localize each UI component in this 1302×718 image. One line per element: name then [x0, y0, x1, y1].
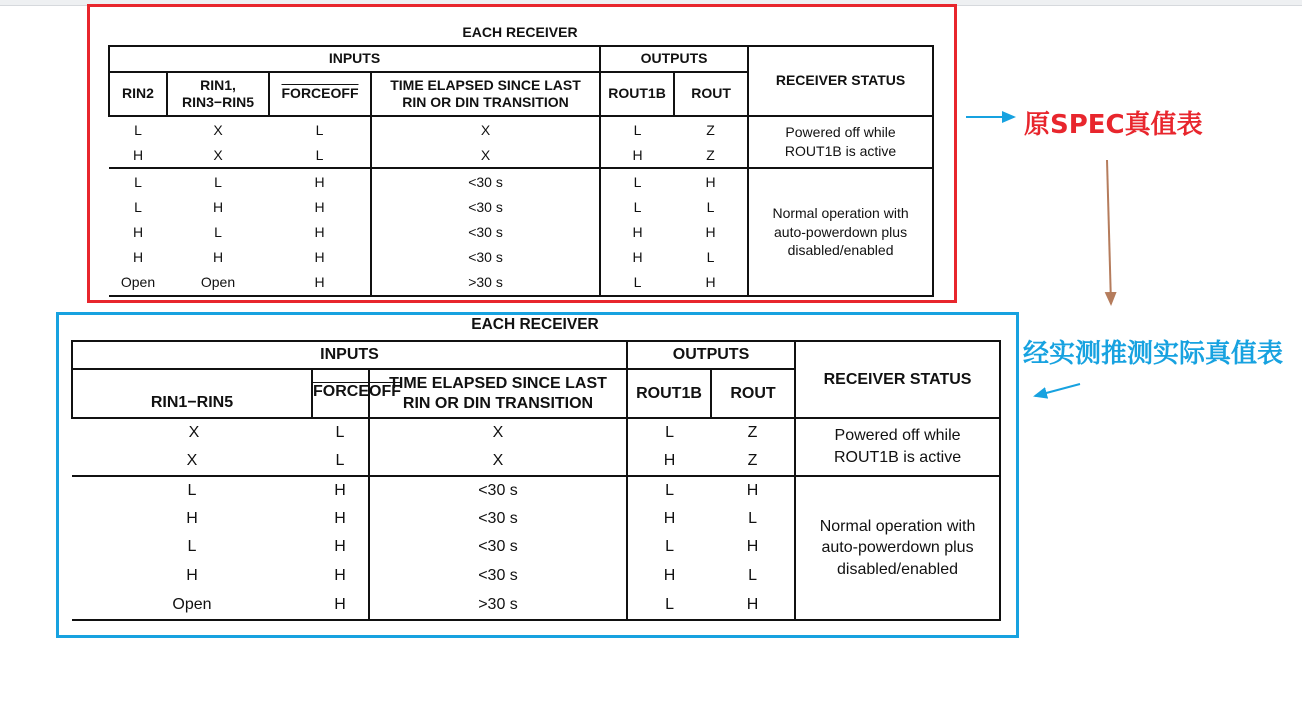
outputs-group-header: OUTPUTS: [600, 46, 748, 72]
arrow-down-icon: [1107, 160, 1111, 304]
cell: H: [314, 223, 325, 240]
cell: L: [600, 269, 674, 296]
cell: >30 s: [371, 269, 600, 296]
cell: L: [600, 194, 674, 219]
cell: H: [600, 219, 674, 244]
cell: H: [212, 248, 224, 265]
cell: L: [627, 533, 711, 561]
cell: H: [269, 269, 371, 296]
cell: L: [109, 168, 167, 194]
cell: L: [748, 510, 757, 527]
receiver-status-header: RECEIVER STATUS: [795, 341, 1000, 418]
col-header-rin1-rin5: RIN1−RIN5: [72, 369, 312, 418]
inputs-group-header: INPUTS: [72, 341, 627, 369]
cell: X: [72, 418, 312, 447]
cell: X: [213, 146, 223, 163]
cell: L: [748, 566, 757, 584]
cell: L: [627, 476, 711, 505]
cell: <30 s: [371, 194, 600, 219]
cell: L: [335, 452, 345, 469]
cell: H: [711, 476, 795, 505]
col-header-rin2: RIN2: [109, 72, 167, 116]
cell: H: [132, 223, 144, 240]
receiver-status-header: RECEIVER STATUS: [748, 46, 933, 116]
cell: H: [312, 590, 369, 620]
cell: <30 s: [369, 561, 627, 590]
cell: <30 s: [371, 168, 600, 194]
cell: X: [371, 116, 600, 142]
cell: <30 s: [371, 244, 600, 269]
cell: X: [369, 447, 627, 476]
cell: L: [109, 116, 167, 142]
cell: L: [600, 116, 674, 142]
status-normal-operation: Normal operation with auto-powerdown plus disabled/enabled: [748, 168, 933, 296]
cell: H: [627, 561, 711, 590]
cell: L: [167, 168, 269, 194]
status-powered-off: Powered off while ROUT1B is active: [795, 418, 1000, 476]
arrow-to-measured-table-icon: [1035, 384, 1080, 396]
cell: Z: [711, 418, 795, 447]
cell: H: [312, 476, 369, 505]
cell: >30 s: [369, 590, 627, 620]
cell: H: [627, 447, 711, 476]
cell: Z: [706, 146, 715, 163]
cell: <30 s: [369, 533, 627, 561]
cell: L: [187, 538, 197, 555]
cell: H: [186, 566, 198, 584]
cell: H: [334, 566, 346, 584]
cell: H: [674, 269, 748, 296]
status-normal-operation: Normal operation with auto-powerdown plus disabled/enabled: [795, 476, 1000, 620]
cell: H: [132, 248, 144, 265]
col-header-rout: ROUT: [711, 369, 795, 418]
cell: H: [269, 168, 371, 194]
col-header-rout1b: ROUT1B: [627, 369, 711, 418]
inputs-group-header: INPUTS: [109, 46, 600, 72]
cell: L: [214, 223, 222, 240]
cell: L: [72, 476, 312, 505]
cell: <30 s: [369, 476, 627, 505]
status-powered-off: Powered off while ROUT1B is active: [748, 116, 933, 168]
spec-truth-table-label: 原SPEC真值表: [1024, 110, 1203, 140]
spec-table-caption: EACH RECEIVER: [462, 24, 578, 40]
col-header-rin1-rin3-rin5: RIN1, RIN3−RIN5: [167, 72, 269, 116]
cell: H: [314, 198, 325, 215]
cell: H: [314, 248, 325, 265]
col-header-time-elapsed: TIME ELAPSED SINCE LAST RIN OR DIN TRANSITION: [369, 369, 627, 418]
cell: H: [711, 590, 795, 620]
cell: L: [627, 590, 711, 620]
cell: L: [600, 168, 674, 194]
cell: H: [600, 244, 674, 269]
cell: <30 s: [371, 219, 600, 244]
cell: X: [369, 418, 627, 447]
cell: L: [706, 198, 715, 215]
cell: <30 s: [369, 505, 627, 533]
measured-truth-table-label: 经实测推测实际真值表: [1023, 339, 1284, 369]
measured-table-caption: EACH RECEIVER: [471, 316, 599, 333]
cell: L: [269, 116, 371, 142]
cell: L: [312, 418, 369, 447]
cell: L: [315, 146, 324, 163]
cell: H: [746, 538, 759, 555]
cell: Open: [167, 269, 269, 296]
cell: H: [212, 198, 224, 215]
cell: H: [334, 538, 346, 555]
col-header-forceoff: FORCEOFF: [269, 72, 371, 116]
cell: Open: [109, 269, 167, 296]
col-header-rout1b: ROUT1B: [600, 72, 674, 116]
cell: Z: [674, 116, 748, 142]
cell: X: [371, 142, 600, 168]
cell: L: [627, 418, 711, 447]
cell: Open: [72, 590, 312, 620]
cell: H: [627, 505, 711, 533]
cell: H: [674, 168, 748, 194]
cell: X: [186, 452, 198, 469]
col-header-rout: ROUT: [674, 72, 748, 116]
cell: L: [706, 248, 715, 265]
cell: H: [600, 142, 674, 168]
cell: H: [132, 146, 144, 163]
cell: H: [186, 510, 198, 527]
cell: Z: [747, 452, 758, 469]
outputs-group-header: OUTPUTS: [627, 341, 795, 369]
col-header-time-elapsed: TIME ELAPSED SINCE LAST RIN OR DIN TRANSITION: [371, 72, 600, 116]
cell: L: [134, 198, 142, 215]
col-header-forceoff: FORCEOFF: [312, 369, 369, 418]
cell: H: [334, 510, 346, 527]
cell: X: [167, 116, 269, 142]
cell: H: [705, 223, 716, 240]
